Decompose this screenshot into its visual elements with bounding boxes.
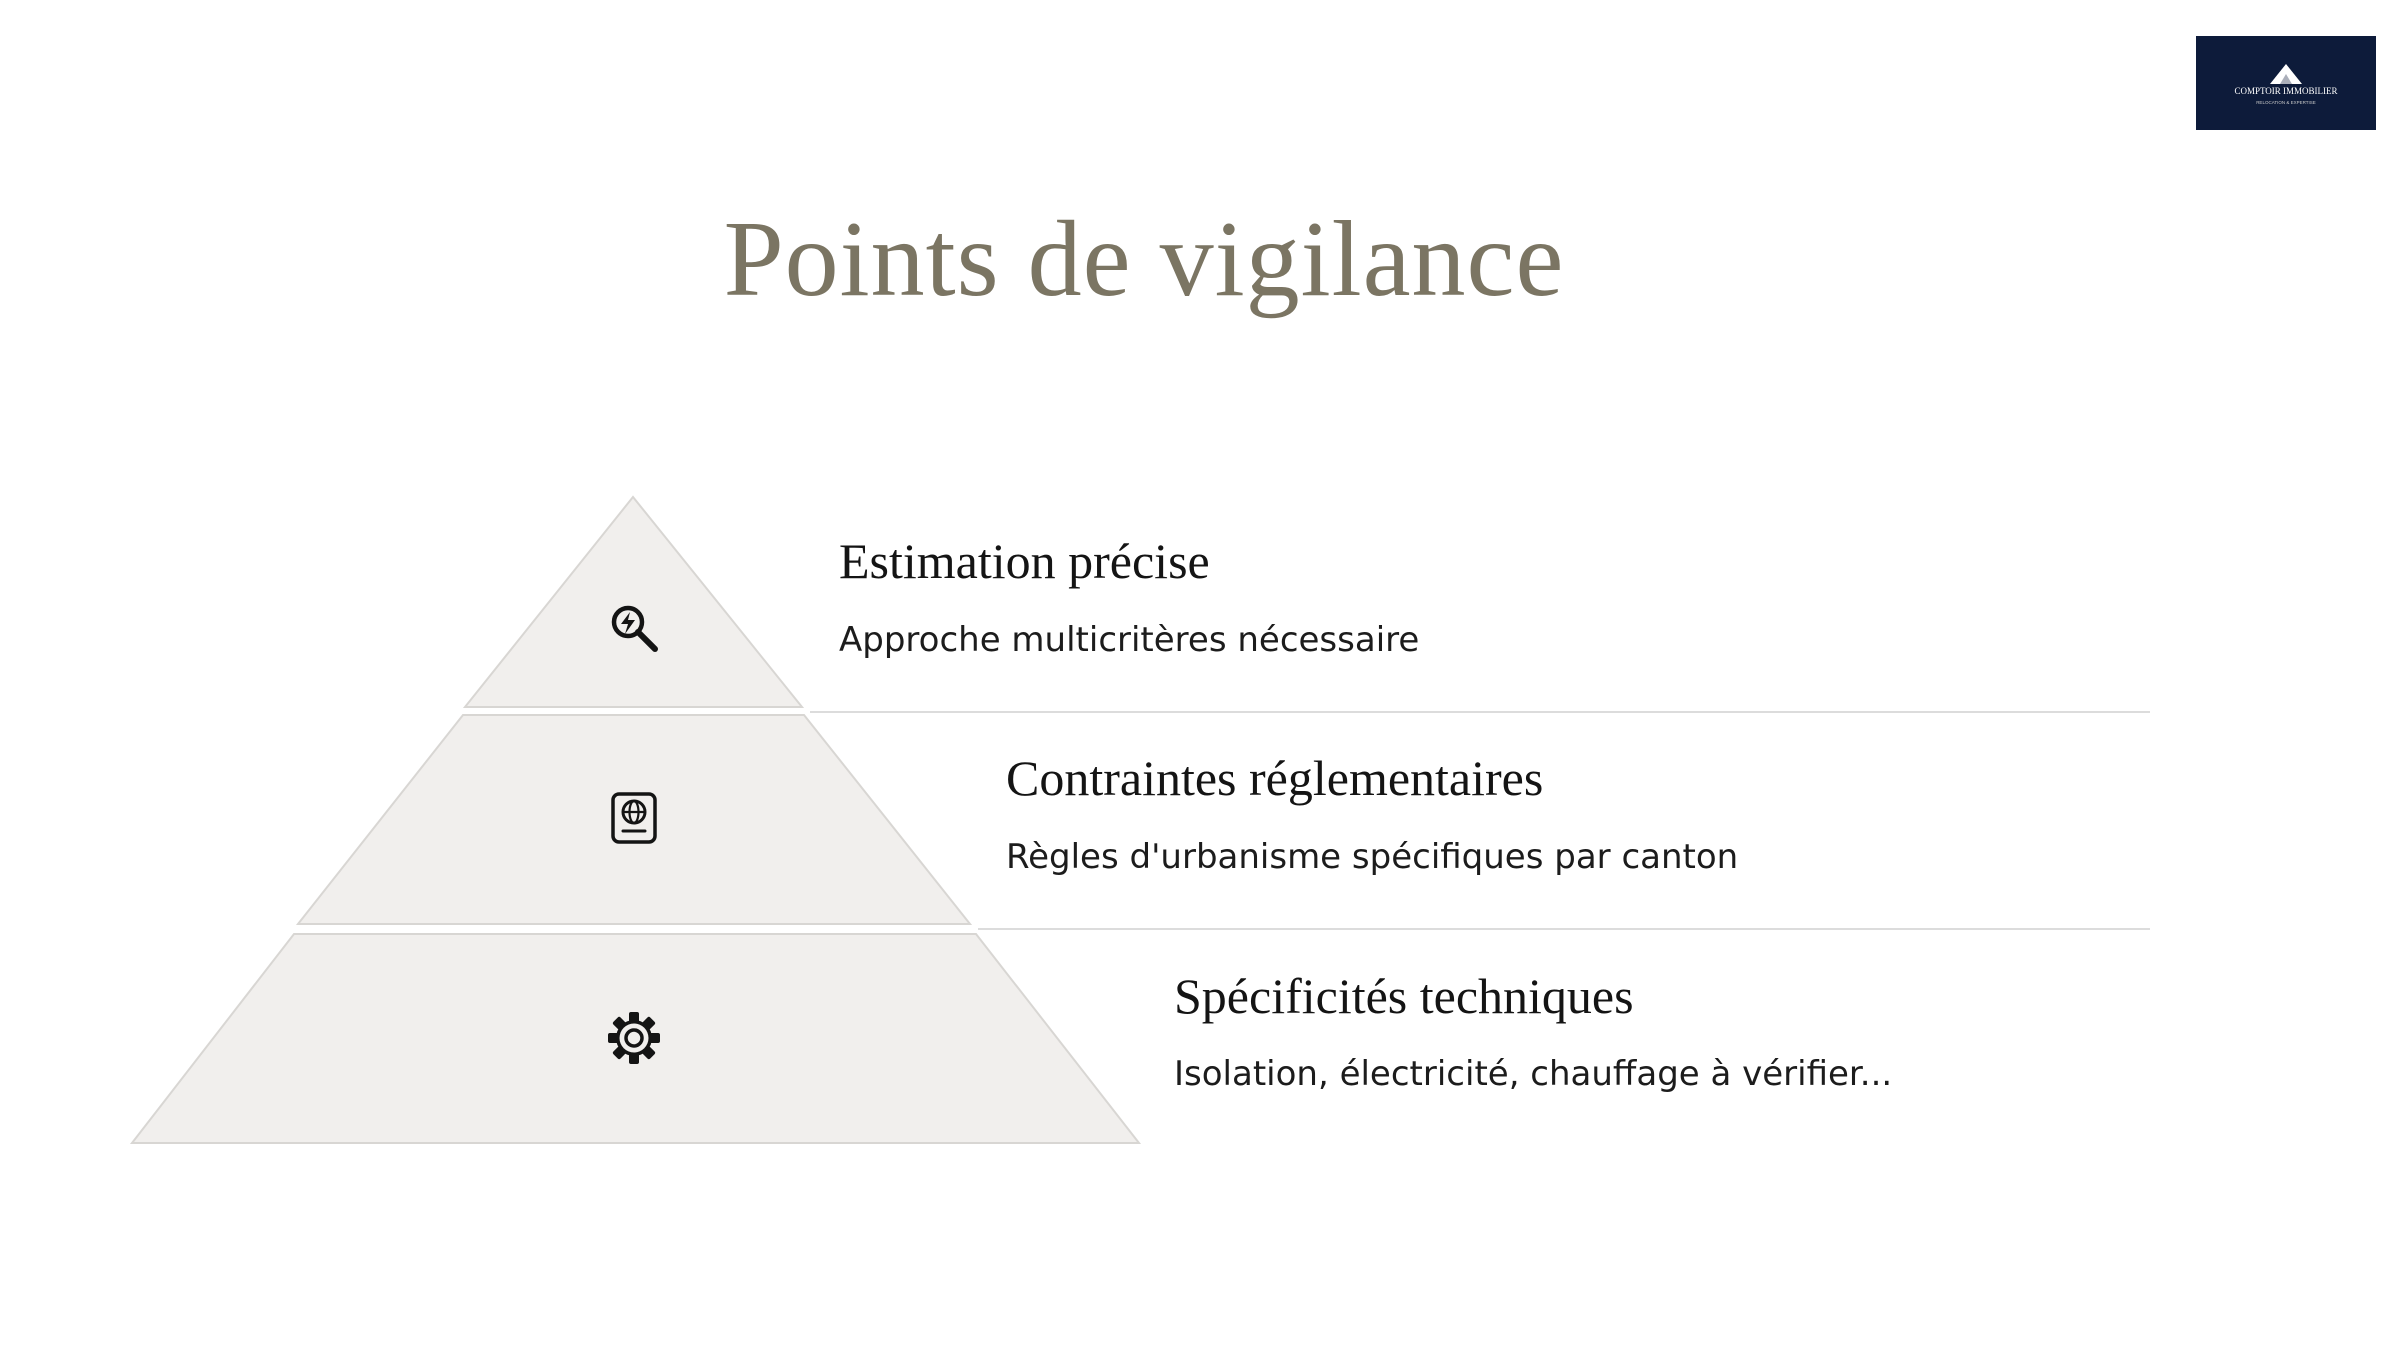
pyramid-level-2 [298, 715, 970, 924]
divider-2 [978, 928, 2150, 930]
level-1-description: Approche multicritères nécessaire [839, 620, 1420, 660]
divider-1 [810, 711, 2150, 713]
page-title: Points de vigilance [723, 200, 1565, 319]
level-1-title: Estimation précise [839, 533, 1210, 589]
logo-tagline: RELOCATION & EXPERTISE [2256, 100, 2316, 105]
pyramid-level-1 [465, 497, 802, 707]
gear-icon [608, 1012, 660, 1064]
logo-name: COMPTOIR IMMOBILIER [2234, 86, 2338, 96]
level-2-title: Contraintes réglementaires [1006, 750, 1544, 806]
level-2-description: Règles d'urbanisme spécifiques par canton [1006, 837, 1739, 877]
level-3-title: Spécificités techniques [1174, 968, 1634, 1024]
level-3-description: Isolation, électricité, chauffage à vérifier... [1174, 1054, 1893, 1094]
